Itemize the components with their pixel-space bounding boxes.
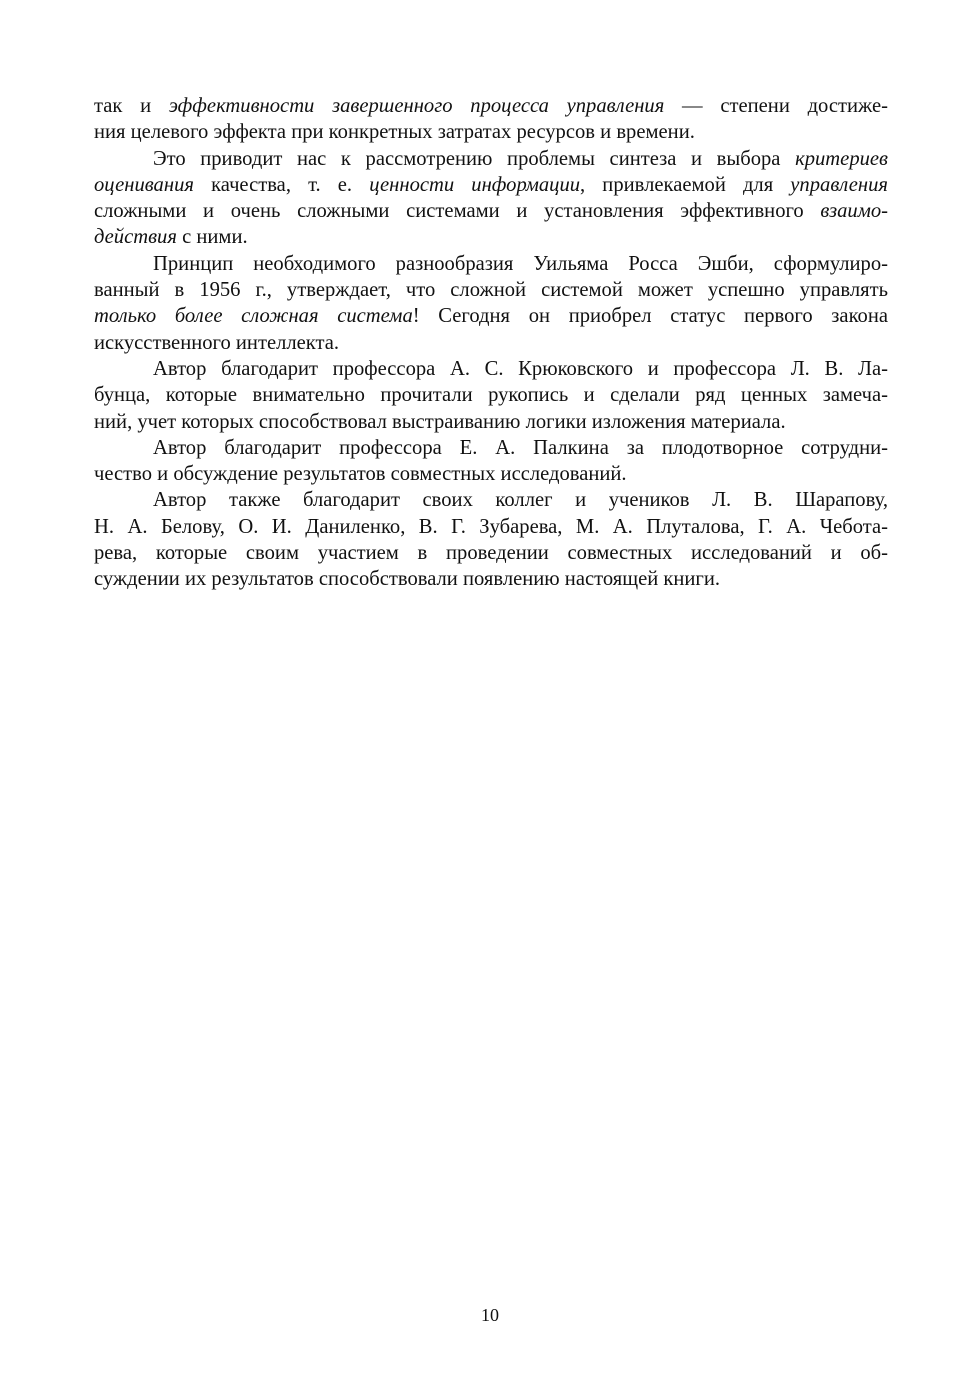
text-line	[94, 198, 888, 224]
text-line	[94, 303, 888, 329]
text-line	[94, 277, 888, 303]
text-line	[94, 224, 888, 250]
text-run: ванный в 1956 г., утверждает, что сложной системой может успешно управлять	[94, 279, 888, 302]
italic-run: оценивания	[94, 173, 194, 196]
italic-run: ценности информации	[369, 173, 581, 196]
text-run: ния целевого эффекта при конкретных затратах ресурсов и времени.	[94, 121, 695, 144]
text-line	[94, 461, 888, 487]
italic-run: только более сложная система	[94, 305, 413, 328]
text-line	[94, 514, 888, 540]
text-line	[94, 356, 888, 382]
text-run: Принцип необходимого разнообразия Уильяма Росса Эшби, сформулиро-	[153, 252, 888, 275]
text-run: с ними.	[176, 226, 248, 249]
text-run: , привлекаемой для	[580, 173, 791, 196]
text-line	[94, 540, 888, 566]
text-line	[94, 409, 888, 435]
text-line	[94, 251, 888, 277]
page-number: 10	[481, 1305, 499, 1325]
paragraph	[94, 356, 888, 435]
text-run: так и	[94, 95, 169, 117]
text-line	[94, 435, 888, 461]
text-run: бунца, которые внимательно прочитали рукопись и сделали ряд ценных замеча-	[94, 384, 888, 407]
italic-run: критериев	[795, 147, 888, 170]
paragraph	[94, 487, 888, 592]
text-run: суждении их результатов способствовали появлению настоящей книги.	[94, 568, 721, 591]
text-run: искусственного интеллекта.	[94, 331, 340, 354]
italic-run: взаимо-	[820, 200, 888, 223]
text-run: чество и обсуждение результатов совместных исследований.	[94, 463, 627, 486]
paragraph	[94, 93, 888, 146]
text-line	[94, 330, 888, 356]
italic-run: действия	[94, 226, 177, 249]
text-line	[94, 487, 888, 513]
text-line	[94, 566, 888, 592]
paragraph	[94, 146, 888, 251]
text-run: рева, которые своим участием в проведении совместных исследований и об-	[94, 542, 888, 565]
text-run: Это приводит нас к рассмотрению проблемы синтеза и выбора	[153, 147, 796, 170]
text-run: ний, учет которых способствовал выстраиванию логики изложения материала.	[94, 410, 786, 433]
text-run: — степени достиже-	[664, 95, 888, 117]
paragraph	[94, 251, 888, 356]
italic-run: управления	[790, 173, 888, 196]
text-run: качества, т. е.	[193, 173, 370, 196]
body-text	[94, 93, 888, 593]
text-line	[94, 93, 888, 119]
text-run: сложными и очень сложными системами и установления эффективного	[94, 200, 821, 223]
text-line	[94, 382, 888, 408]
text-line	[94, 119, 888, 145]
text-run: Автор благодарит профессора Е. А. Палкина за плодотворное сотрудни-	[153, 436, 888, 459]
text-run: Автор также благодарит своих коллег и учеников Л. В. Шарапову,	[153, 489, 888, 512]
text-run: ! Сегодня он приобрел статус первого закона	[412, 305, 888, 328]
text-run: Автор благодарит профессора А. С. Крюковского и профессора Л. В. Ла-	[153, 357, 888, 380]
paragraph	[94, 435, 888, 488]
text-line	[94, 172, 888, 198]
text-run: Н. А. Белову, О. И. Даниленко, В. Г. Зубарева, М. А. Плуталова, Г. А. Чебота-	[94, 515, 888, 538]
italic-run: эффективности завершенного процесса управления	[168, 95, 665, 117]
text-line	[94, 146, 888, 172]
